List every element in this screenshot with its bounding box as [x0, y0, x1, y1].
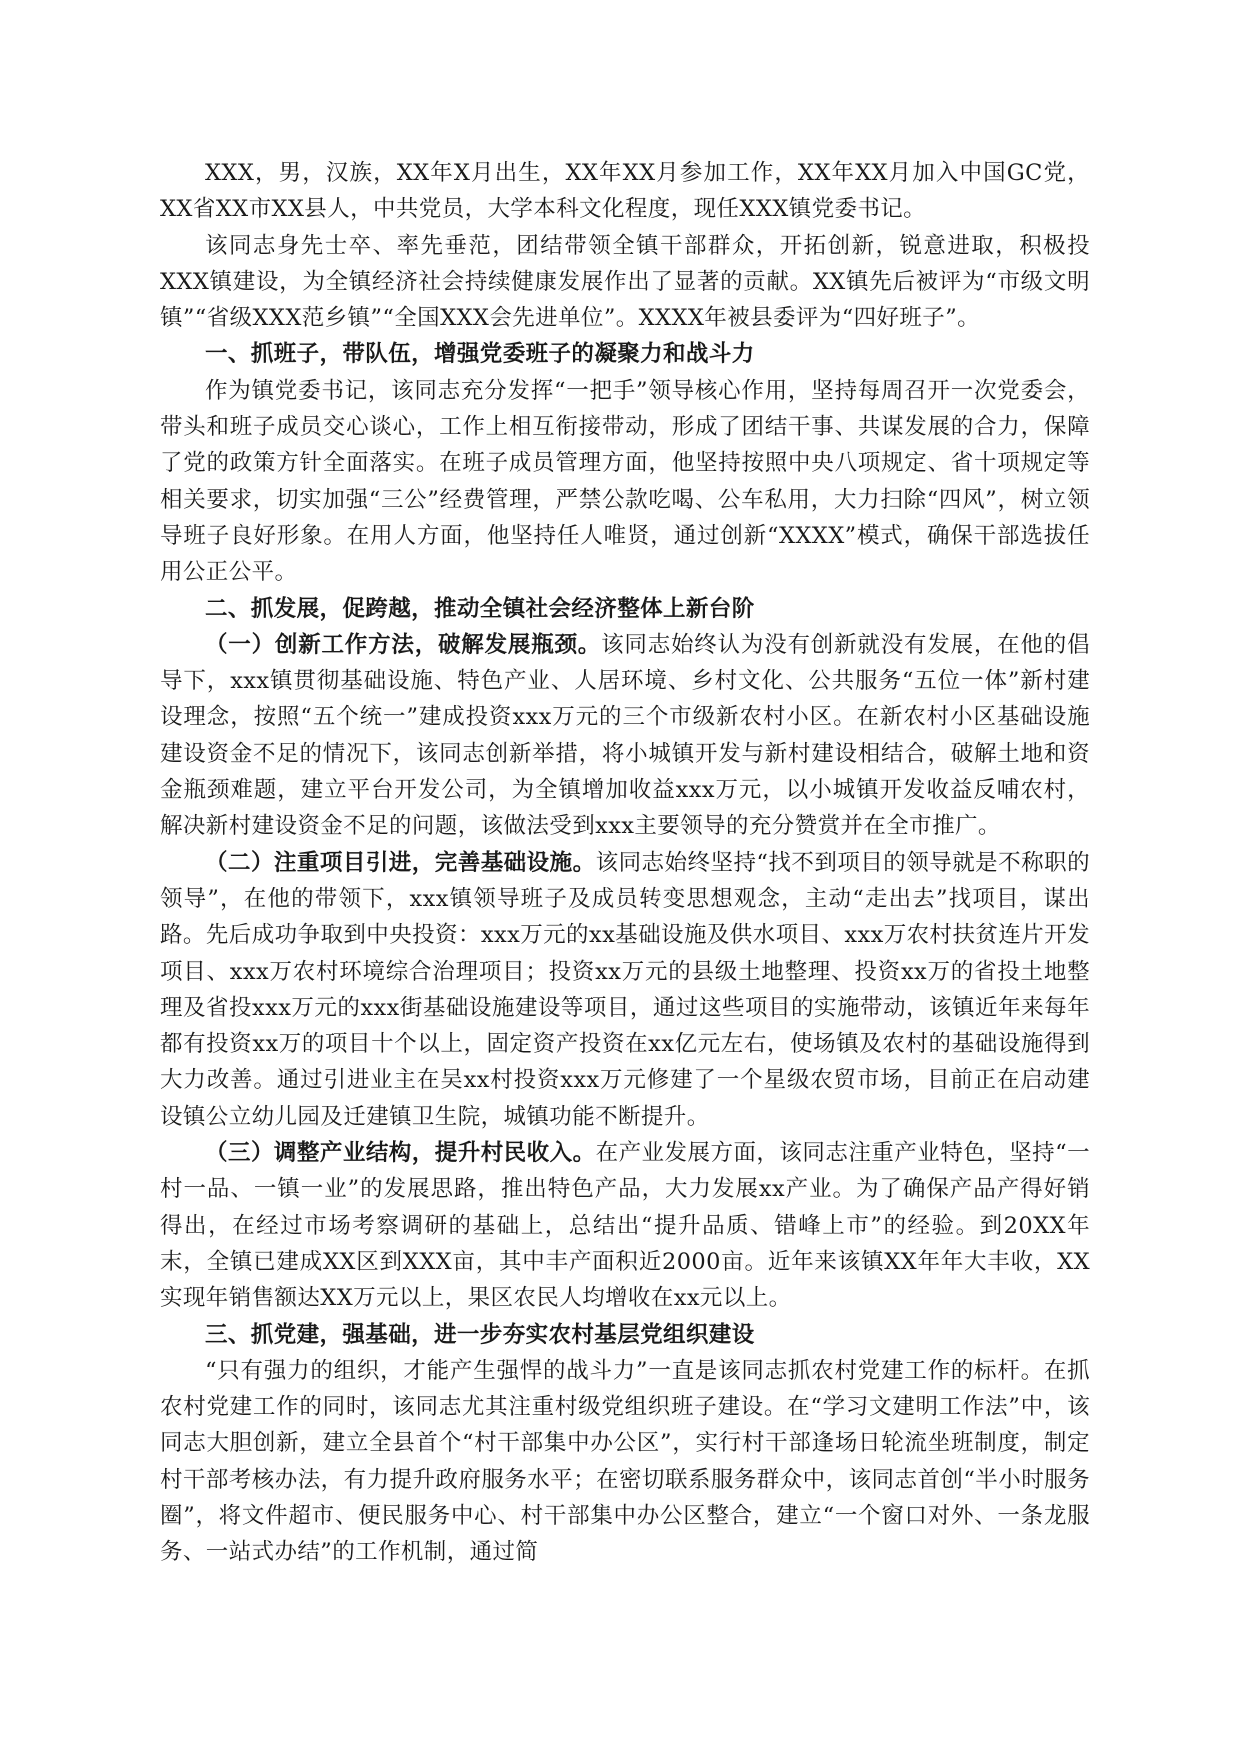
subsection-2-1-body: 该同志始终认为没有创新就没有发展，在他的倡导下，xxx镇贯彻基础设施、特色产业、人居环境、乡村文化、公共服务“五位一体”新村建设理念，按照“五个统一”建成投资xxx万元的三个市级新农村小区。在新农村小区基础设施建设资金不足的情况下，该同志创新举措，将小城镇开发与新村建设相结合，破解土地和资金瓶颈难题，建立平台开发公司，为全镇增加收益xxx万元，以小城镇开发收益反哺农村，解决新村建设资金不足的问题，该做法受到xxx主要领导的充分赞赏并在全市推广。	[160, 631, 1090, 840]
subsection-2-3	[160, 1135, 1090, 1316]
section-3-body: “只有强力的组织，才能产生强悍的战斗力”一直是该同志抓农村党建工作的标杆。在抓农村党建工作的同时，该同志尤其注重村级党组织班子建设。在“学习文建明工作法”中，该同志大胆创新，建立全县首个“村干部集中办公区”，实行村干部逢场日轮流坐班制度，制定村干部考核办法，有力提升政府服务水平；在密切联系服务群众中，该同志首创“半小时服务圈”，将文件超市、便民服务中心、村干部集中办公区整合，建立“一个窗口对外、一条龙服务、一站式办结”的工作机制，通过简	[160, 1357, 1090, 1566]
section-1-heading: 一、抓班子，带队伍，增强党委班子的凝聚力和战斗力	[205, 341, 755, 368]
subsection-2-2-body: 该同志始终坚持“找不到项目的领导就是不称职的领导”，在他的带领下，xxx镇领导班子及成员转变思想观念，主动“走出去”找项目，谋出路。先后成功争取到中央投资：xxx万元的xx基础设施及供水项目、xxx万农村扶贫连片开发项目、xxx万农村环境综合治理项目；投资xx万元的县级土地整理、投资xx万的省投土地整理及省投xxx万元的xxx街基础设施建设等项目，通过这些项目的实施带动，该镇近年来每年都有投资xx万的项目十个以上，固定资产投资在xx亿元左右，使场镇及农村的基础设施得到大力改善。通过引进业主在吴xx村投资xxx万元修建了一个星级农贸市场，目前正在启动建设镇公立幼儿园及迁建镇卫生院，城镇功能不断提升。	[160, 849, 1090, 1130]
section-1-body: 作为镇党委书记，该同志充分发挥“一把手”领导核心作用，坚持每周召开一次党委会，带头和班子成员交心谈心，工作上相互衔接带动，形成了团结干事、共谋发展的合力，保障了党的政策方针全面落实。在班子成员管理方面，他坚持按照中央八项规定、省十项规定等相关要求，切实加强“三公”经费管理，严禁公款吃喝、公车私用，大力扫除“四风”，树立领导班子良好形象。在用人方面，他坚持任人唯贤，通过创新“XXXX”模式，确保干部选拔任用公正公平。	[160, 377, 1090, 586]
document-page	[160, 155, 1090, 1571]
subsection-2-3-body: 在产业发展方面，该同志注重产业特色，坚持“一村一品、一镇一业”的发展思路，推出特色产品，大力发展xx产业。为了确保产品产得好销得出，在经过市场考察调研的基础上，总结出“提升品质、错峰上市”的经验。到20XX年末，全镇已建成XX区到XXX亩，其中丰产面积近2000亩。近年来该镇XX年年大丰收，XX实现年销售额达XX万元以上，果区农民人均增收在xx元以上。	[160, 1140, 1090, 1312]
section-2-heading: 二、抓发展，促跨越，推动全镇社会经济整体上新台阶	[205, 595, 755, 622]
intro-paragraph-1: XXX，男，汉族，XX年X月出生，XX年XX月参加工作，XX年XX月加入中国GC党，XX省XX市XX县人，中共党员，大学本科文化程度，现任XXX镇党委书记。	[160, 160, 1090, 223]
section-3-heading: 三、抓党建，强基础，进一步夯实农村基层党组织建设	[205, 1321, 755, 1348]
subsection-2-2-lead: （二）注重项目引进，完善基础设施。	[205, 849, 596, 876]
subsection-2-1-lead: （一）创新工作方法，破解发展瓶颈。	[205, 631, 602, 658]
subsection-2-1	[160, 627, 1090, 845]
subsection-2-3-lead: （三）调整产业结构，提升村民收入。	[205, 1140, 596, 1167]
intro-paragraph-2: 该同志身先士卒、率先垂范，团结带领全镇干部群众，开拓创新，锐意进取，积极投XXX镇建设，为全镇经济社会持续健康发展作出了显著的贡献。XX镇先后被评为“市级文明镇”“省级XXX范乡镇”“全国XXX会先进单位”。XXXX年被县委评为“四好班子”。	[160, 232, 1090, 332]
subsection-2-2	[160, 845, 1090, 1135]
